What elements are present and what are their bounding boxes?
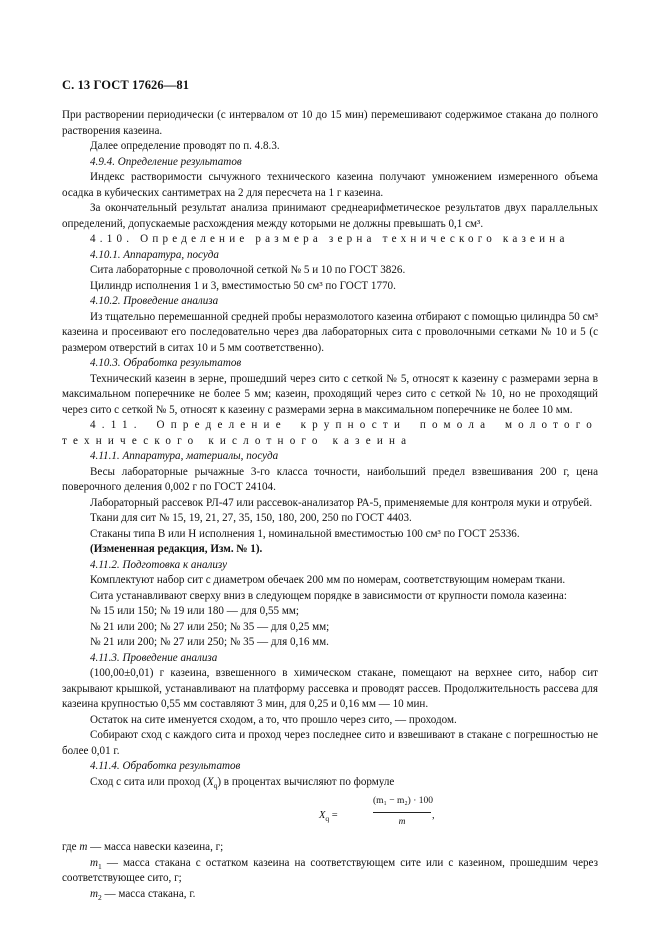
text-fragment: ) в процентах вычисляют по формуле: [217, 775, 395, 788]
text-fragment: — масса навески казеина, г;: [87, 841, 224, 853]
section-heading: 4.11.4. Обработка результатов: [90, 760, 241, 772]
paragraph: Индекс растворимости сычужного технического казеина получают умножением измеренного объема осадка в кубических сантиметрах на 2 для пересчета на 1 г казеина.: [62, 171, 598, 199]
section-heading: 4.10. Определение размера зерна технического казеина: [90, 233, 569, 245]
formula-subscript: q: [325, 814, 330, 824]
section-heading: 4.11.1. Аппаратура, материалы, посуда: [90, 450, 279, 462]
paragraph: Лабораторный рассевок РЛ-47 или рассевок-анализатор РА-5, применяемые для контроля муки и отрубей.: [90, 496, 593, 509]
paragraph: Весы лабораторные рычажные 3-го класса точности, наибольший предел взвешивания 200 г, цена поверочного деления 0,002 г по ГОСТ 24104.: [62, 465, 598, 493]
section-heading: 4.11.3. Проведение анализа: [90, 651, 218, 664]
formula: [62, 794, 598, 838]
list-item: № 21 или 200; № 27 или 250; № 35 — для 0,16 мм.: [90, 636, 329, 648]
text-fragment: где: [62, 841, 77, 853]
paragraph: При растворении периодически (с интервалом от 10 до 15 мин) перемешивают содержимое стакана до полного растворения казеина.: [62, 109, 598, 137]
paragraph: Цилиндр исполнения 1 и 3, вместимостью 50 см³ по ГОСТ 1770.: [90, 279, 396, 292]
definition-item: [62, 856, 598, 887]
paragraph: Ткани для сит № 15, 19, 21, 27, 35, 150, 180, 200, 250 по ГОСТ 4403.: [90, 512, 412, 524]
definition-item: [62, 887, 598, 903]
amendment-note: (Измененная редакция, Изм. № 1).: [90, 543, 263, 555]
section-heading: 4.9.4. Определение результатов: [90, 155, 242, 168]
page-header: С. 13 ГОСТ 17626—81: [62, 78, 190, 92]
document-body: [62, 108, 598, 902]
variable-subscript: 2: [98, 892, 102, 902]
formula-comma: ,: [432, 810, 435, 821]
paragraph: Технический казеин в зерне, прошедший через сито с сеткой № 5, относят к казеину с размерами зерна в максимальном поперечнике не более 5 мм; казеин, проходящий через сито с сеткой № 10, но не проходящий через сито с сеткой № 5, относят к казеину с размерами зерна в максимальном поперечнике не более 10 мм.: [62, 372, 598, 416]
section-heading: 4.10.3. Обработка результатов: [90, 357, 242, 369]
paragraph: Далее определение проводят по п. 4.8.3.: [90, 140, 280, 152]
section-heading: 4.11.2. Подготовка к анализу: [90, 558, 228, 571]
variable: X: [206, 775, 214, 788]
text-fragment: — масса стакана, г.: [101, 887, 196, 900]
formula-variable: X: [319, 810, 326, 821]
formula-denominator: m: [398, 816, 406, 827]
text-fragment: Сход с сита или проход (: [90, 775, 207, 788]
paragraph: Собирают сход с каждого сита и проход через последнее сито и взвешивают в стакане с погрешностью не более 0,01 г.: [62, 729, 598, 757]
paragraph: Сита лабораторные с проволочной сеткой № 5 и 10 по ГОСТ 3826.: [90, 264, 406, 276]
variable: m: [90, 887, 99, 900]
variable: m: [79, 841, 88, 853]
formula-lhs: [319, 808, 338, 824]
section-heading: 4.10.2. Проведение анализа: [90, 295, 219, 307]
definition-item: [62, 840, 598, 856]
paragraph: Остаток на сите именуется сходом, а то, что прошло через сито, — проходом.: [90, 713, 457, 726]
variable-subscript: 1: [98, 861, 102, 871]
formula-fraction: [373, 794, 434, 830]
text-fragment: — масса стакана с остатком казеина на соответствующем сите или с казеином, прошедшим через соответствующее сито, г;: [62, 856, 598, 884]
formula-equals: =: [329, 810, 338, 821]
paragraph: Стаканы типа В или Н исполнения 1, номинальной вместимостью 100 см³ по ГОСТ 25336.: [90, 527, 520, 540]
variable-subscript: q: [213, 780, 218, 790]
section-heading: 4.11. Определение крупности помола молотого технического кислотного казеина: [62, 419, 598, 447]
paragraph: [62, 775, 598, 791]
paragraph: Сита устанавливают сверху вниз в следующем порядке в зависимости от крупности помола казеина:: [90, 589, 567, 602]
formula-numerator: (m₁ − m₂) · 100: [373, 794, 431, 813]
variable: m: [90, 856, 99, 869]
paragraph: За окончательный результат анализа принимают среднеарифметическое результатов двух параллельных определений, допускаемые расхождения между которыми не должны превышать 0,1 см³.: [62, 202, 598, 230]
list-item: № 21 или 200; № 27 или 250; № 35 — для 0,25 мм;: [90, 620, 330, 633]
list-item: № 15 или 150; № 19 или 180 — для 0,55 мм;: [90, 605, 299, 617]
paragraph: Из тщательно перемешанной средней пробы неразмолотого казеина отбирают с помощью цилиндра 50 см³ казеина и просеивают его последовательно через два лабораторных сита с проволочными сетками № 10 и 5 (с размером отверстий в ситах 10 и 5 мм соответственно).: [62, 310, 598, 354]
paragraph: (100,00±0,01) г казеина, взвешенного в химическом стакане, помещают на верхнее сито, набор сит закрывают крышкой, устанавливают на платформу рассевка и проводят рассев. Продолжительность рассева для казеина крупностью 0,55 мм составляют 3 мин, для 0,25 и 0,16 мм — 10 мин.: [62, 667, 598, 710]
section-heading: 4.10.1. Аппаратура, посуда: [90, 248, 219, 261]
paragraph: Комплектуют набор сит с диаметром обечаек 200 мм по номерам, соответствующим номерам ткани.: [90, 574, 566, 586]
